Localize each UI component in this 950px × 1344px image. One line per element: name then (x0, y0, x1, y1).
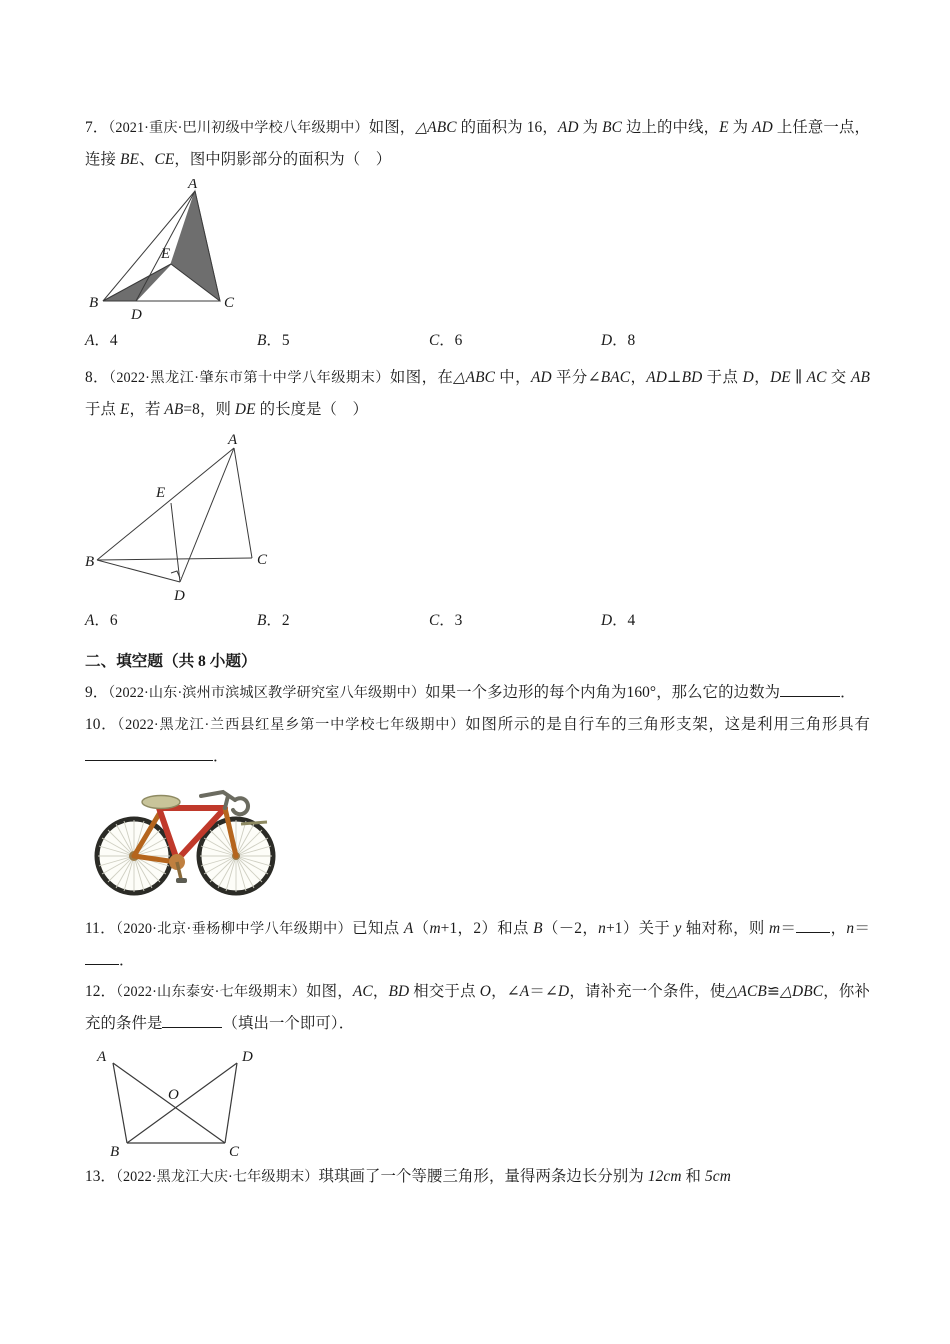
question-10-text (85, 709, 870, 772)
vertex-label-b: B (85, 554, 95, 570)
option-7-c[interactable]: C．6 (429, 332, 463, 349)
question-12-text (85, 976, 870, 1039)
question-12-figure (85, 1043, 870, 1161)
triangle-abc-bisector-svg (85, 429, 385, 604)
question-8-source: （2022·黑龙江·肇东市第十中学八年级期末） (108, 370, 390, 386)
question-10-tail: ． (213, 748, 229, 765)
answer-blank-9[interactable] (780, 682, 840, 697)
question-10-body: 如图所示的是自行车的三角形支架，这是利用三角形具有 (465, 716, 870, 733)
question-11-source: （2020·北京·垂杨柳中学八年级期中） (115, 921, 353, 937)
question-12-body: 如图，AC，BD 相交于点 O，∠A＝∠D，请补充一个条件，使△ACB≌△DBC，你补充的条件是 (85, 983, 870, 1032)
answer-blank-11-m[interactable] (796, 918, 830, 933)
question-7-figure (85, 179, 870, 324)
option-7-d[interactable]: D．8 (601, 332, 636, 349)
question-7-text (85, 112, 870, 175)
quad-abcd-diagonals-svg (85, 1043, 315, 1161)
vertex-label-c: C (257, 552, 268, 568)
triangle-abc-median-shaded-svg (85, 179, 385, 324)
question-12-number: 12． (85, 983, 117, 1000)
vertex-label-a: A (97, 1049, 107, 1065)
question-13-text (85, 1161, 870, 1193)
question-8-number: 8． (85, 369, 109, 386)
rear-rack (241, 822, 267, 824)
question-10-source: （2022·黑龙江·兰西县红星乡第一中学校七年级期中） (117, 717, 466, 733)
shaded-triangle-aec (171, 191, 220, 301)
bicycle-photo-svg (89, 780, 284, 898)
vertex-label-b: B (89, 295, 99, 311)
vertex-label-b: B (110, 1144, 120, 1160)
question-8-text (85, 362, 870, 425)
question-9-source: （2022·山东·滨州市滨城区教学研究室八年级期中） (108, 685, 426, 701)
question-11-body: 已知点 A（m+1，2）和点 B（－2，n+1）关于 y 轴对称，则 m＝ (352, 920, 797, 937)
answer-blank-12[interactable] (162, 1013, 222, 1028)
question-13-body: 琪琪画了一个等腰三角形，量得两条边长分别为 12cm 和 5cm (318, 1168, 731, 1185)
vertex-label-d: D (242, 1049, 253, 1065)
option-8-b[interactable]: B．2 (257, 612, 290, 629)
question-9-body: 如果一个多边形的每个内角为160°，那么它的边数为 (425, 684, 781, 701)
question-7-source: （2021·重庆·巴川初级中学校八年级期中） (108, 120, 369, 136)
question-12-tail: （填出一个即可）． (222, 1015, 355, 1032)
section-heading-fill-in-blank: 二、填空题（共 8 小题） (85, 653, 257, 670)
question-12-source: （2022·山东泰安·七年级期末） (116, 984, 307, 1000)
vertex-label-a: A (228, 432, 238, 448)
vertex-label-a: A (188, 179, 198, 192)
option-7-b[interactable]: B．5 (257, 332, 290, 349)
vertex-label-c: C (229, 1144, 240, 1160)
question-10-number: 10． (85, 716, 118, 733)
answer-blank-11-n[interactable] (85, 950, 119, 965)
option-8-d[interactable]: D．4 (601, 612, 636, 629)
vertex-label-d: D (131, 307, 142, 323)
question-11-number: 11． (85, 920, 116, 937)
option-7-a[interactable]: A．4 (85, 332, 118, 349)
question-10-figure (89, 780, 870, 903)
question-9-number: 9． (85, 684, 109, 701)
question-7-number: 7． (85, 119, 109, 136)
option-8-c[interactable]: C．3 (429, 612, 463, 629)
question-7-body: 如图，△ABC 的面积为 16，AD 为 BC 边上的中线，E 为 AD 上任意一点，连接 BE、CE，图中阴影部分的面积为（ ） (85, 119, 870, 168)
question-8-body: 如图，在△ABC 中，AD 平分∠BAC，AD⊥BD 于点 D，DE ∥ AC 交 AB 于点 E，若 AB=8，则 DE 的长度是（ ） (85, 369, 870, 418)
question-13-source: （2022·黑龙江大庆·七年级期末） (115, 1169, 319, 1185)
saddle (142, 796, 180, 809)
figure-8-outline (97, 448, 252, 582)
question-9-text (85, 677, 870, 709)
question-9-tail: ． (840, 684, 856, 701)
question-11-text: 11．（2020·北京·垂杨柳中学八年级期中）已知点 A（m+1，2）和点 B（－2，n+1）关于 y 轴对称，则 m＝ ，n＝． (85, 920, 870, 969)
vertex-label-c: C (224, 295, 235, 311)
vertex-label-o: O (168, 1087, 179, 1103)
vertex-label-e: E (156, 485, 166, 501)
option-8-a[interactable]: A．6 (85, 612, 118, 629)
answer-blank-10[interactable] (85, 746, 213, 761)
question-7-options (85, 326, 870, 356)
vertex-label-d: D (174, 588, 185, 604)
question-13-number: 13． (85, 1168, 116, 1185)
question-8-figure (85, 429, 870, 604)
figure-12-outline (113, 1063, 237, 1143)
question-8-options (85, 606, 870, 636)
vertex-label-e: E (161, 246, 171, 262)
